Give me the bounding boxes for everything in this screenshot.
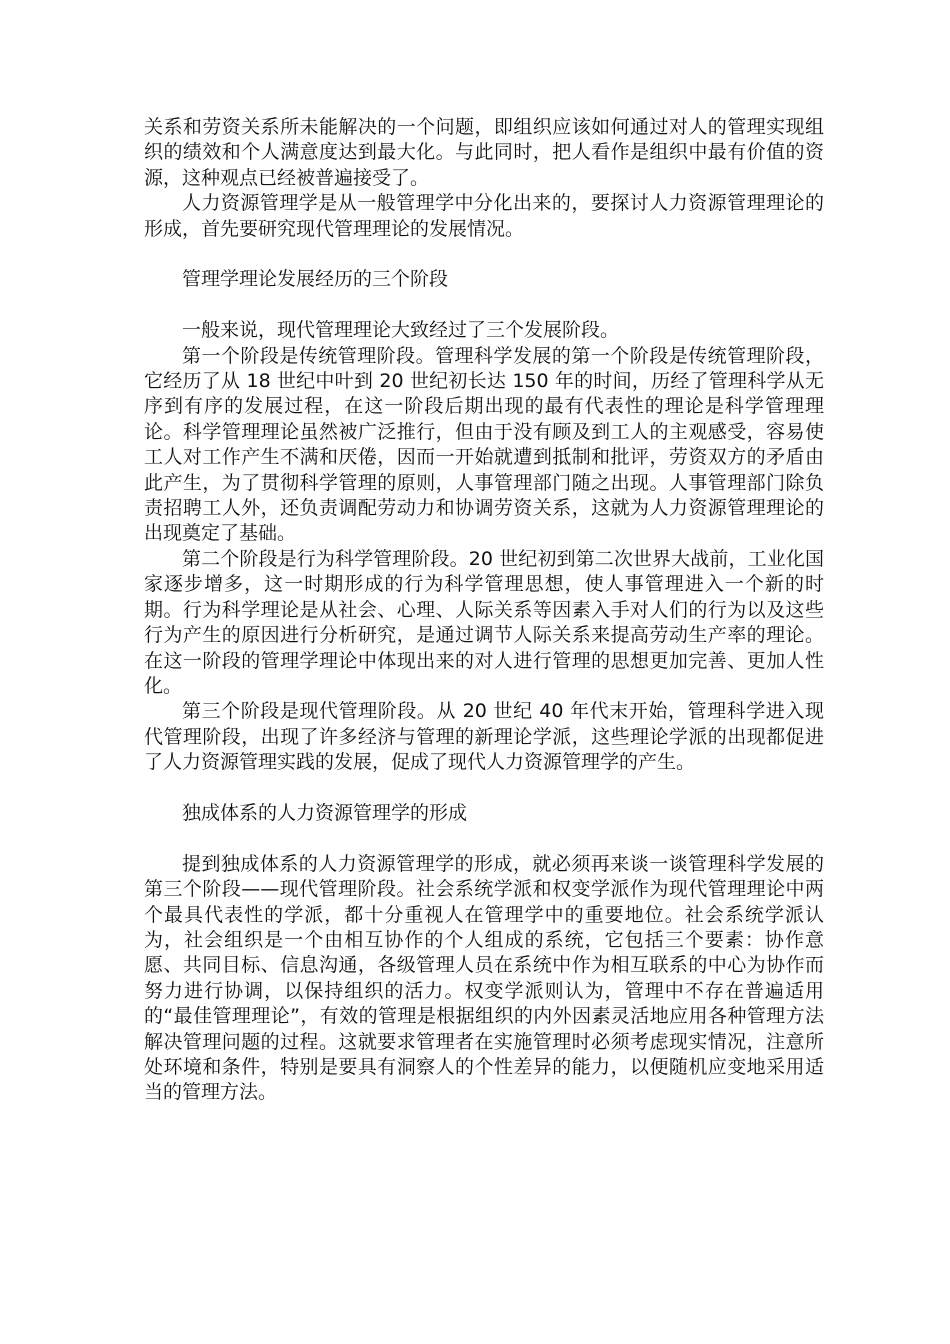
paragraph-stage-two: 第二个阶段是行为科学管理阶段。20 世纪初到第二次世界大战前，工业化国家逐步增多，这一时期形成的行为科学管理思想，使人事管理进入一个新的时期。行为科学理论是从社会、心理、人际关系等因素入手对人们的行为以及这些行为产生的原因进行分析研究，是通过调节人际关系来提高劳动生产率的理论。在这一阶段的管理学理论中体现出来的对人进行管理的思想更加完善、更加人性化。 xyxy=(144,547,824,697)
paragraph-intro: 人力资源管理学是从一般管理学中分化出来的，要探讨人力资源管理理论的形成，首先要研究现代管理理论的发展情况。 xyxy=(144,192,824,240)
spacer xyxy=(144,826,824,851)
paragraph-stage-three: 第三个阶段是现代管理阶段。从 20 世纪 40 年代末开始，管理科学进入现代管理阶段，出现了许多经济与管理的新理论学派，这些理论学派的出现都促进了人力资源管理实践的发展，促成了现代人力资源管理学的产生。 xyxy=(144,700,824,774)
section-heading-formation: 独成体系的人力资源管理学的形成 xyxy=(182,801,468,824)
paragraph-stage-one: 第一个阶段是传统管理阶段。管理科学发展的第一个阶段是传统管理阶段，它经历了从 18 世纪中叶到 20 世纪初长达 150 年的时间，历经了管理科学从无序到有序的发展过程，在这一阶段后期出现的最有代表性的理论是科学管理理论。科学管理理论虽然被广泛推行，但由于没有顾及到工人的主观感受，容易使工人对工作产生不满和厌倦，因而一开始就遭到抵制和批评，劳资双方的矛盾由此产生，为了贯彻科学管理的原则，人事管理部门随之出现。人事管理部门除负责招聘工人外，还负责调配劳动力和协调劳资关系，这就为人力资源管理理论的出现奠定了基础。 xyxy=(144,344,824,545)
document-body xyxy=(144,115,824,1106)
paragraph-formation: 提到独成体系的人力资源管理学的形成，就必须再来谈一谈管理科学发展的第三个阶段——现代管理阶段。社会系统学派和权变学派作为现代管理理论中两个最具代表性的学派，都十分重视人在管理学中的重要地位。社会系统学派认为，社会组织是一个由相互协作的个人组成的系统，它包括三个要素：协作意愿、共同目标、信息沟通，各级管理人员在系统中作为相互联系的中心为协作而努力进行协调，以保持组织的活力。权变学派则认为，管理中不存在普遍适用的“最佳管理理论”，有效的管理是根据组织的内外因素灵活地应用各种管理方法解决管理问题的过程。这就要求管理者在实施管理时必须考虑现实情况，注意所处环境和条件，特别是要具有洞察人的个性差异的能力，以便随机应变地采用适当的管理方法。 xyxy=(144,852,824,1104)
paragraph-continuation: 关系和劳资关系所未能解决的一个问题，即组织应该如何通过对人的管理实现组织的绩效和个人满意度达到最大化。与此同时，把人看作是组织中最有价值的资源，这种观点已经被普遍接受了。 xyxy=(144,116,824,189)
section-heading-stages: 管理学理论发展经历的三个阶段 xyxy=(182,268,449,291)
spacer xyxy=(144,293,824,318)
spacer xyxy=(144,776,824,801)
spacer xyxy=(144,242,824,267)
paragraph-general: 一般来说，现代管理理论大致经过了三个发展阶段。 xyxy=(182,319,620,342)
